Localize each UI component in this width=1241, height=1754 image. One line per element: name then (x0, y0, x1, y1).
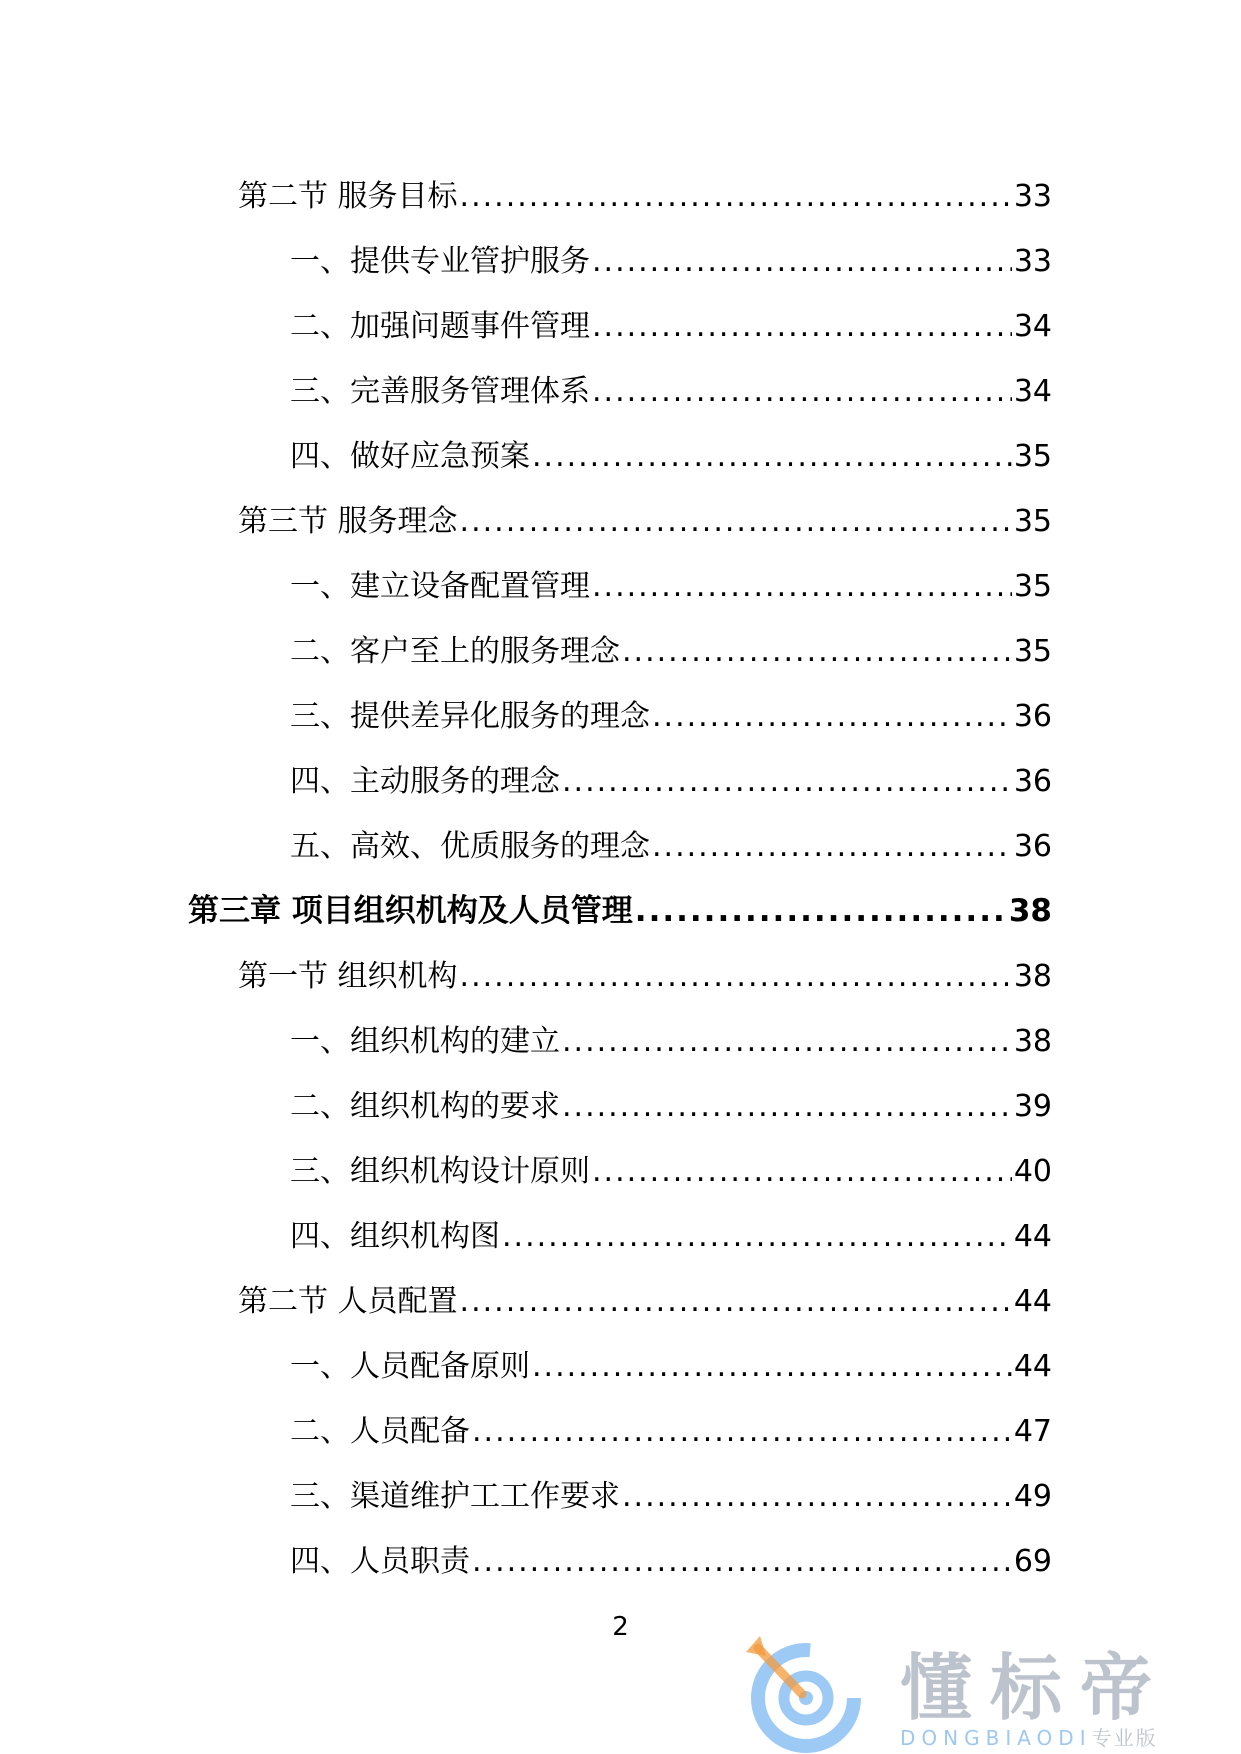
toc-title: 三、提供差异化服务的理念 (290, 698, 650, 734)
dot-leader (622, 637, 1012, 667)
toc-entry[interactable] (0, 554, 1052, 619)
toc-page: 38 (1013, 1023, 1052, 1059)
dot-leader (592, 1157, 1012, 1187)
toc-entry[interactable] (0, 1204, 1052, 1269)
toc-entry[interactable] (0, 814, 1052, 879)
dot-leader (652, 702, 1012, 732)
dot-leader (592, 572, 1012, 602)
target-logo-icon (740, 1630, 870, 1754)
toc-entry[interactable] (0, 1334, 1052, 1399)
dot-leader (592, 247, 1012, 277)
toc-page: 39 (1013, 1088, 1052, 1124)
toc-title: 一、人员配备原则 (290, 1348, 530, 1384)
toc-page: 44 (1013, 1283, 1052, 1319)
watermark-sub-latin: DONGBIAODI (900, 1726, 1092, 1750)
toc-title: 三、组织机构设计原则 (290, 1153, 590, 1189)
toc-page: 40 (1013, 1153, 1052, 1189)
toc-entry[interactable] (0, 1074, 1052, 1139)
toc-page: 69 (1013, 1543, 1052, 1579)
watermark-brand: 懂标帝 (900, 1646, 1171, 1730)
dot-leader (502, 1222, 1012, 1252)
toc-title: 四、主动服务的理念 (290, 763, 560, 799)
toc-entry[interactable] (0, 684, 1052, 749)
toc-entry[interactable] (0, 619, 1052, 684)
toc-page: 44 (1013, 1218, 1052, 1254)
toc-chapter-entry[interactable] (0, 879, 1052, 944)
toc-title: 四、人员职责 (290, 1543, 470, 1579)
toc-title: 第二节 人员配置 (238, 1283, 458, 1319)
dot-leader (652, 832, 1012, 862)
dot-leader (562, 1092, 1012, 1122)
toc-page: 44 (1013, 1348, 1052, 1384)
dot-leader (592, 312, 1012, 342)
toc-title: 四、组织机构图 (290, 1218, 500, 1254)
toc-page: 34 (1013, 308, 1052, 344)
toc-title: 二、加强问题事件管理 (290, 308, 590, 344)
toc-page: 35 (1013, 438, 1052, 474)
page-number: 2 (612, 1612, 629, 1642)
watermark (740, 1630, 1220, 1754)
toc-entry[interactable] (0, 359, 1052, 424)
toc-entry[interactable] (0, 229, 1052, 294)
toc-title: 四、做好应急预案 (290, 438, 530, 474)
dot-leader (472, 1547, 1012, 1577)
toc-title: 一、组织机构的建立 (290, 1023, 560, 1059)
toc-entry[interactable] (0, 489, 1052, 554)
dot-leader (622, 1482, 1012, 1512)
toc-title: 二、组织机构的要求 (290, 1088, 560, 1124)
toc-entry[interactable] (0, 1009, 1052, 1074)
dot-leader (460, 182, 1012, 212)
toc-entry[interactable] (0, 424, 1052, 489)
toc-page: 49 (1013, 1478, 1052, 1514)
toc-title: 第一节 组织机构 (238, 958, 458, 994)
toc-title: 第三节 服务理念 (238, 503, 458, 539)
dot-leader (460, 962, 1012, 992)
toc-title: 一、建立设备配置管理 (290, 568, 590, 604)
toc-entry[interactable] (0, 1139, 1052, 1204)
toc-title: 二、人员配备 (290, 1413, 470, 1449)
toc-page: 38 (1013, 958, 1052, 994)
toc-page: 33 (1013, 178, 1052, 214)
dot-leader (592, 377, 1012, 407)
dot-leader (460, 1287, 1012, 1317)
dot-leader (472, 1417, 1012, 1447)
table-of-contents (0, 164, 1241, 1594)
toc-page: 35 (1013, 503, 1052, 539)
toc-page: 35 (1013, 633, 1052, 669)
toc-entry[interactable] (0, 944, 1052, 1009)
toc-title: 第二节 服务目标 (238, 178, 458, 214)
toc-entry[interactable] (0, 164, 1052, 229)
toc-entry[interactable] (0, 1529, 1052, 1594)
toc-title: 三、渠道维护工工作要求 (290, 1478, 620, 1514)
toc-entry[interactable] (0, 1269, 1052, 1334)
toc-page: 38 (1008, 893, 1052, 929)
toc-page: 36 (1013, 828, 1052, 864)
dot-leader (460, 507, 1012, 537)
toc-page: 34 (1013, 373, 1052, 409)
toc-title: 五、高效、优质服务的理念 (290, 828, 650, 864)
toc-title: 三、完善服务管理体系 (290, 373, 590, 409)
dot-leader (635, 896, 1007, 927)
watermark-edition: 专业版 (1091, 1726, 1158, 1750)
toc-entry[interactable] (0, 1399, 1052, 1464)
dot-leader (562, 767, 1012, 797)
dot-leader (562, 1027, 1012, 1057)
toc-entry[interactable] (0, 294, 1052, 359)
toc-page: 36 (1013, 763, 1052, 799)
toc-title: 一、提供专业管护服务 (290, 243, 590, 279)
toc-page: 47 (1013, 1413, 1052, 1449)
dot-leader (532, 442, 1012, 472)
toc-entry[interactable] (0, 749, 1052, 814)
toc-entry[interactable] (0, 1464, 1052, 1529)
toc-title: 二、客户至上的服务理念 (290, 633, 620, 669)
toc-page: 35 (1013, 568, 1052, 604)
watermark-subtitle (900, 1722, 1158, 1751)
dot-leader (532, 1352, 1012, 1382)
toc-title: 第三章 项目组织机构及人员管理 (188, 893, 633, 929)
toc-page: 36 (1013, 698, 1052, 734)
toc-page: 33 (1013, 243, 1052, 279)
